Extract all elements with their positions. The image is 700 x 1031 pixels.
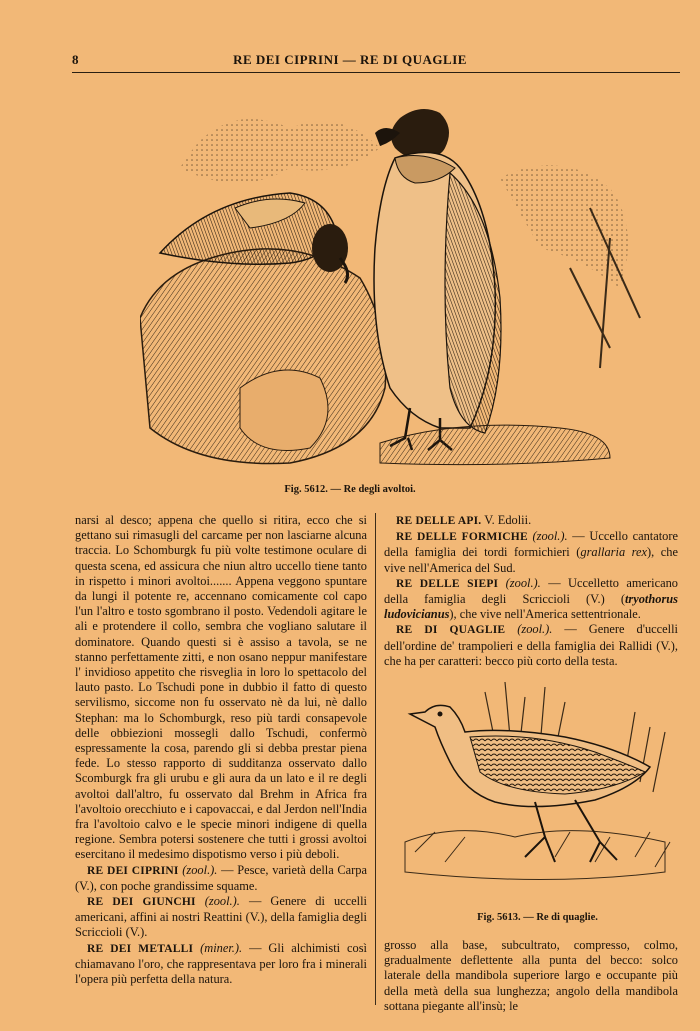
header-rule (72, 72, 680, 73)
running-title: RE DEI CIPRINI — RE DI QUAGLIE (233, 52, 467, 67)
entry-re-di-quaglie: RE DI QUAGLIE (zool.). — Genere d'uccelli dell'ordine de' trampolieri e della famiglia dei Rallidi (V.), che ha per caratteri: becco più corto della testa. (384, 622, 678, 668)
king-vulture-engraving (140, 88, 670, 473)
entry-re-delle-formiche: RE DELLE FORMICHE (zool.). — Uccello cantatore della famiglia dei tordi formichieri (grallaria rex), che vive nell'America del Sud. (384, 529, 678, 575)
right-column-continued (384, 938, 678, 1014)
left-column (75, 513, 367, 987)
page-header (0, 50, 700, 74)
entry-re-delle-api: RE DELLE API. V. Edolii. (396, 513, 532, 527)
entry-re-di-quaglie-continued: grosso alla base, subcultrato, compresso, colmo, gradualmente deflettente alla punta del becco: solco laterale della mandibola superiore largo e occupante più della metà della sua lunghezza; angolo della mandibola sottana piegante all'insù; le (384, 938, 678, 1013)
entry-re-dei-metalli: RE DEI METALLI (miner.). — Gli alchimisti così chiamavano l'oro, che rappresentava per loro fra i minerali l'opera più perfetta della natura. (75, 940, 367, 987)
page-number: 8 (72, 52, 79, 67)
left-paragraph: narsi al desco; appena che quello si ritira, ecco che si gettano sui rimasugli del carcame per non lasciarne alcuna traccia. Lo Schomburgk fu più volte testimone oculare di questa scena, ed assicura che niun altro uccello tiene tanto in rispetto i minori avoltoi....... Appena veggono spuntare da lungi il potente re, accennano comicamente col capo l'un l'altro e tosto sgombrano il posto. Vedendoli agitare le ali e protendere il collo, sembra che vogliano salutare il dominatore. Quando questi si è assiso a tavola, se ne stanno perfettamente zitti, e non osano neppur manifestare l' invidioso appetito che risveglia in loro lo spettacolo del lauto pasto. Lo Tschudi pone in dubbio il fatto di questo servilismo, siccome non fu osservato nè da lui, nè dallo Stephan: ma lo Schomburgk, reso più tardi consapevole delle obbiezioni mossegli dallo Tschudi, confermò espressamente la cosa, parendo gli si debba prestar piena fede. Lo stesso rapporto di sudditanza osservato dallo Scomburgk fra gli urubu e gli aura da un lato e il re degli avoltoi dall'altro, fu osservato dal Brehm in Africa fra l'avoltoio orecchiuto e i capovaccai, e dal Jerdon nell'India fra l'avoltoio calvo e le specie minori indigene di quella regione. Sembra potersi sostenere che tutti i grossi avoltoi esercitano il medesimo dispotismo verso i più deboli. (75, 513, 367, 862)
corncrake-engraving (395, 672, 680, 907)
entry-re-dei-ciprini: RE DEI CIPRINI (zool.). — Pesce, varietà della Carpa (V.), con poche grandissime squame. (75, 862, 367, 893)
column-divider (375, 513, 376, 1005)
figure2-caption: Fig. 5613. — Re di quaglie. (477, 912, 598, 923)
figure1-caption: Fig. 5612. — Re degli avoltoi. (284, 484, 416, 495)
entry-re-dei-giunchi: RE DEI GIUNCHI (zool.). — Genere di uccelli americani, affini ai nostri Reattini (V.), della famiglia degli Scriccioli (V.). (75, 894, 367, 940)
entry-re-delle-siepi: RE DELLE SIEPI (zool.). — Uccelletto americano della famiglia degli Scriccioli (V.) (tryothorus ludovicianus), che vive nell'America settentrionale. (384, 575, 678, 622)
right-column (384, 513, 678, 669)
